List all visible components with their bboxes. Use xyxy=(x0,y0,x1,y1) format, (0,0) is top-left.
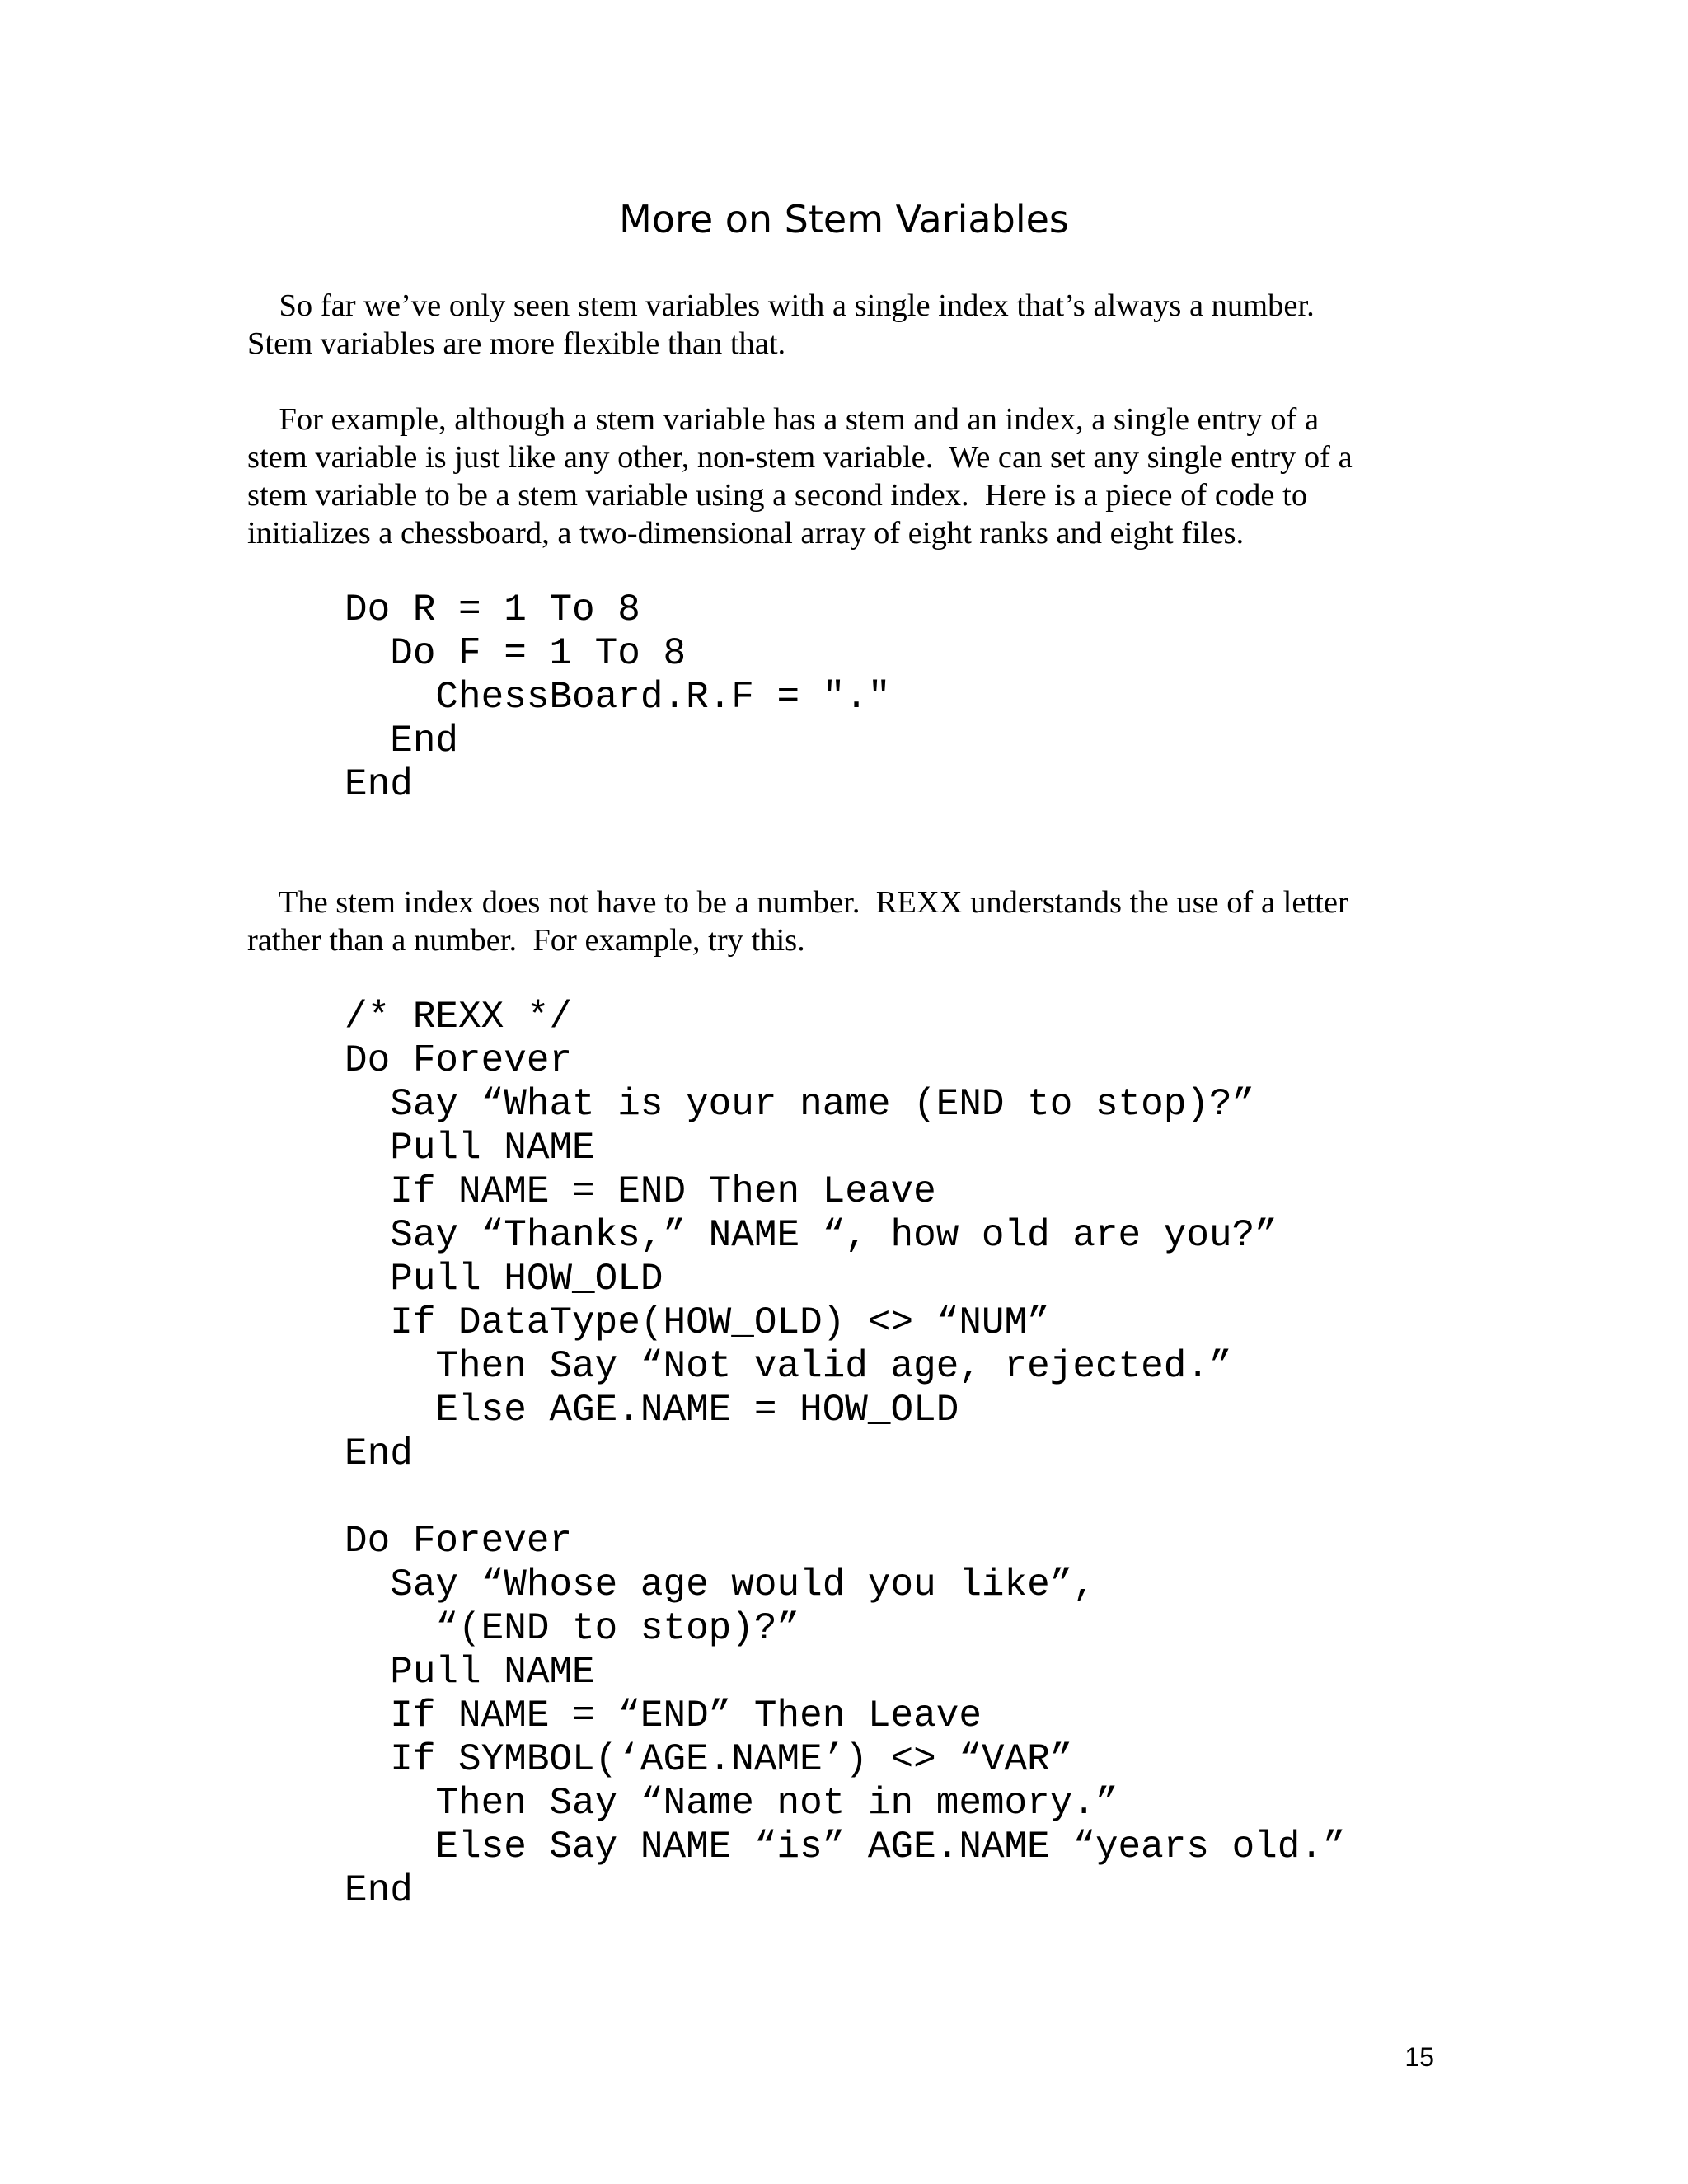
code-line: Pull HOW_OLD xyxy=(345,1258,663,1301)
text-line: stem variable is just like any other, non-stem variable. We can set any single entry of a xyxy=(247,440,1353,475)
code-line: If NAME = “END” Then Leave xyxy=(345,1694,982,1737)
code-block-chessboard xyxy=(345,588,891,807)
code-line: Do Forever xyxy=(345,1039,573,1082)
code-line: Else AGE.NAME = HOW_OLD xyxy=(345,1389,959,1432)
paragraph-letter-index xyxy=(247,883,1451,959)
code-line: End xyxy=(345,1432,413,1475)
code-line xyxy=(345,1476,1346,1520)
code-line: Then Say “Name not in memory.” xyxy=(345,1782,1118,1825)
code-line: If SYMBOL(‘AGE.NAME’) <> “VAR” xyxy=(345,1738,1073,1781)
code-line: /* REXX */ xyxy=(345,996,573,1038)
text-line: stem variable to be a stem variable using a second index. Here is a piece of code to xyxy=(247,478,1308,513)
code-line: Say “Whose age would you like”, xyxy=(345,1563,1095,1606)
code-line: Then Say “Not valid age, rejected.” xyxy=(345,1345,1232,1388)
code-line: If NAME = END Then Leave xyxy=(345,1170,936,1213)
text-line: rather than a number. For example, try this. xyxy=(247,923,805,958)
code-line: Pull NAME xyxy=(345,1651,595,1694)
page-number: 15 xyxy=(1404,2042,1434,2072)
code-line: End xyxy=(345,763,413,806)
paragraph-example xyxy=(247,401,1451,552)
page-title: More on Stem Variables xyxy=(619,197,1069,241)
code-line: Do Forever xyxy=(345,1520,573,1563)
paragraph-intro xyxy=(247,287,1451,363)
code-line: End xyxy=(345,719,459,762)
code-block-rexx-age xyxy=(345,996,1346,1913)
code-line: End xyxy=(345,1869,413,1912)
code-line: If DataType(HOW_OLD) <> “NUM” xyxy=(345,1301,1050,1344)
code-line: Else Say NAME “is” AGE.NAME “years old.” xyxy=(345,1825,1346,1868)
code-line: Do R = 1 To 8 xyxy=(345,588,640,631)
text-line: So far we’ve only seen stem variables with a single index that’s always a number. xyxy=(247,288,1315,323)
code-line: Pull NAME xyxy=(345,1127,595,1169)
code-line: Say “What is your name (END to stop)?” xyxy=(345,1083,1255,1126)
code-line: ChessBoard.R.F = "." xyxy=(345,676,891,719)
text-line: initializes a chessboard, a two-dimensional array of eight ranks and eight files. xyxy=(247,516,1245,551)
code-line: “(END to stop)?” xyxy=(345,1607,800,1650)
text-line: Stem variables are more flexible than that. xyxy=(247,326,786,361)
text-line: The stem index does not have to be a number. REXX understands the use of a letter xyxy=(247,885,1348,920)
code-line: Do F = 1 To 8 xyxy=(345,632,687,675)
code-line: Say “Thanks,” NAME “, how old are you?” xyxy=(345,1214,1278,1257)
text-line: For example, although a stem variable has a stem and an index, a single entry of a xyxy=(247,402,1320,437)
